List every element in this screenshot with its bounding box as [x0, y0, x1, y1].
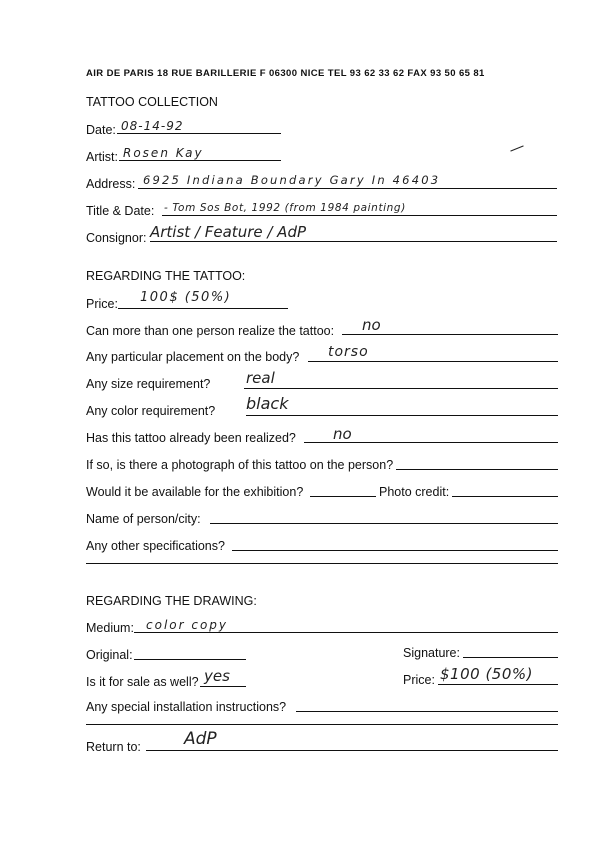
color-label: Any color requirement?	[86, 404, 216, 418]
realized-label: Has this tattoo already been realized?	[86, 431, 296, 445]
tattoo-price-line	[118, 308, 288, 309]
return-to-value[interactable]: AdP	[184, 729, 217, 749]
drawing-price-value[interactable]: $100 (50%)	[440, 665, 533, 683]
tattoo-price-value[interactable]: 100$ (50%)	[140, 290, 232, 305]
address-label: Address:	[86, 177, 136, 191]
photograph-line[interactable]	[396, 469, 558, 470]
photo-credit-line[interactable]	[452, 496, 558, 497]
title-date-label: Title & Date:	[86, 204, 155, 218]
placement-line	[308, 361, 558, 362]
original-label: Original:	[86, 648, 133, 662]
installation-extra-line[interactable]	[86, 724, 558, 725]
address-value[interactable]: 6925 Indiana Boundary Gary In 46403	[143, 173, 441, 187]
photograph-label: If so, is there a photograph of this tattoo on the person?	[86, 458, 394, 472]
tattoo-price-label: Price:	[86, 297, 118, 311]
other-specs-line[interactable]	[232, 550, 558, 551]
for-sale-line	[200, 686, 246, 687]
consignor-line	[150, 241, 557, 242]
size-line	[244, 388, 558, 389]
installation-label: Any special installation instructions?	[86, 700, 287, 714]
drawing-price-label: Price:	[403, 673, 435, 687]
medium-label: Medium:	[86, 621, 134, 635]
for-sale-label: Is it for sale as well?	[86, 675, 199, 689]
original-line[interactable]	[134, 659, 246, 660]
photo-credit-label: Photo credit:	[379, 485, 450, 499]
placement-value[interactable]: torso	[328, 344, 369, 360]
name-city-label: Name of person/city:	[86, 512, 201, 526]
medium-value[interactable]: color copy	[146, 618, 229, 632]
return-to-line	[146, 750, 558, 751]
drawing-price-line	[438, 684, 558, 685]
color-line	[246, 415, 558, 416]
color-value[interactable]: black	[246, 394, 289, 413]
drawing-section-heading: REGARDING THE DRAWING:	[86, 594, 257, 608]
letterhead: AIR DE PARIS 18 RUE BARILLERIE F 06300 NICE TEL 93 62 33 62 FAX 93 50 65 81	[86, 68, 485, 79]
more-than-one-line	[342, 334, 558, 335]
more-than-one-label: Can more than one person realize the tattoo:	[86, 324, 335, 338]
for-sale-value[interactable]: yes	[204, 667, 230, 685]
artist-value[interactable]: Rosen Kay	[123, 146, 204, 160]
form-title: TATTOO COLLECTION	[86, 95, 218, 109]
exhibition-line[interactable]	[310, 496, 376, 497]
tattoo-section-heading: REGARDING THE TATTOO:	[86, 269, 246, 283]
more-than-one-value[interactable]: no	[362, 316, 381, 334]
return-to-label: Return to:	[86, 740, 141, 754]
artist-label: Artist:	[86, 150, 118, 164]
exhibition-label: Would it be available for the exhibition?	[86, 485, 304, 499]
installation-line[interactable]	[296, 711, 558, 712]
name-city-line[interactable]	[210, 523, 558, 524]
title-date-value[interactable]: - Tom Sos Bot, 1992 (from 1984 painting)	[164, 202, 406, 214]
date-value[interactable]: 08-14-92	[121, 119, 184, 133]
signature-line[interactable]	[463, 657, 558, 658]
size-value[interactable]: real	[246, 369, 275, 387]
signature-label: Signature:	[403, 646, 460, 660]
consignor-label: Consignor:	[86, 231, 147, 245]
address-line	[138, 188, 557, 189]
realized-value[interactable]: no	[333, 425, 352, 443]
placement-label: Any particular placement on the body?	[86, 350, 300, 364]
other-specs-extra-line[interactable]	[86, 563, 558, 564]
pen-stroke-mark	[510, 145, 523, 151]
other-specs-label: Any other specifications?	[86, 539, 225, 553]
size-label: Any size requirement?	[86, 377, 211, 391]
date-label: Date:	[86, 123, 116, 137]
consignor-value[interactable]: Artist / Feature / AdP	[150, 223, 307, 241]
